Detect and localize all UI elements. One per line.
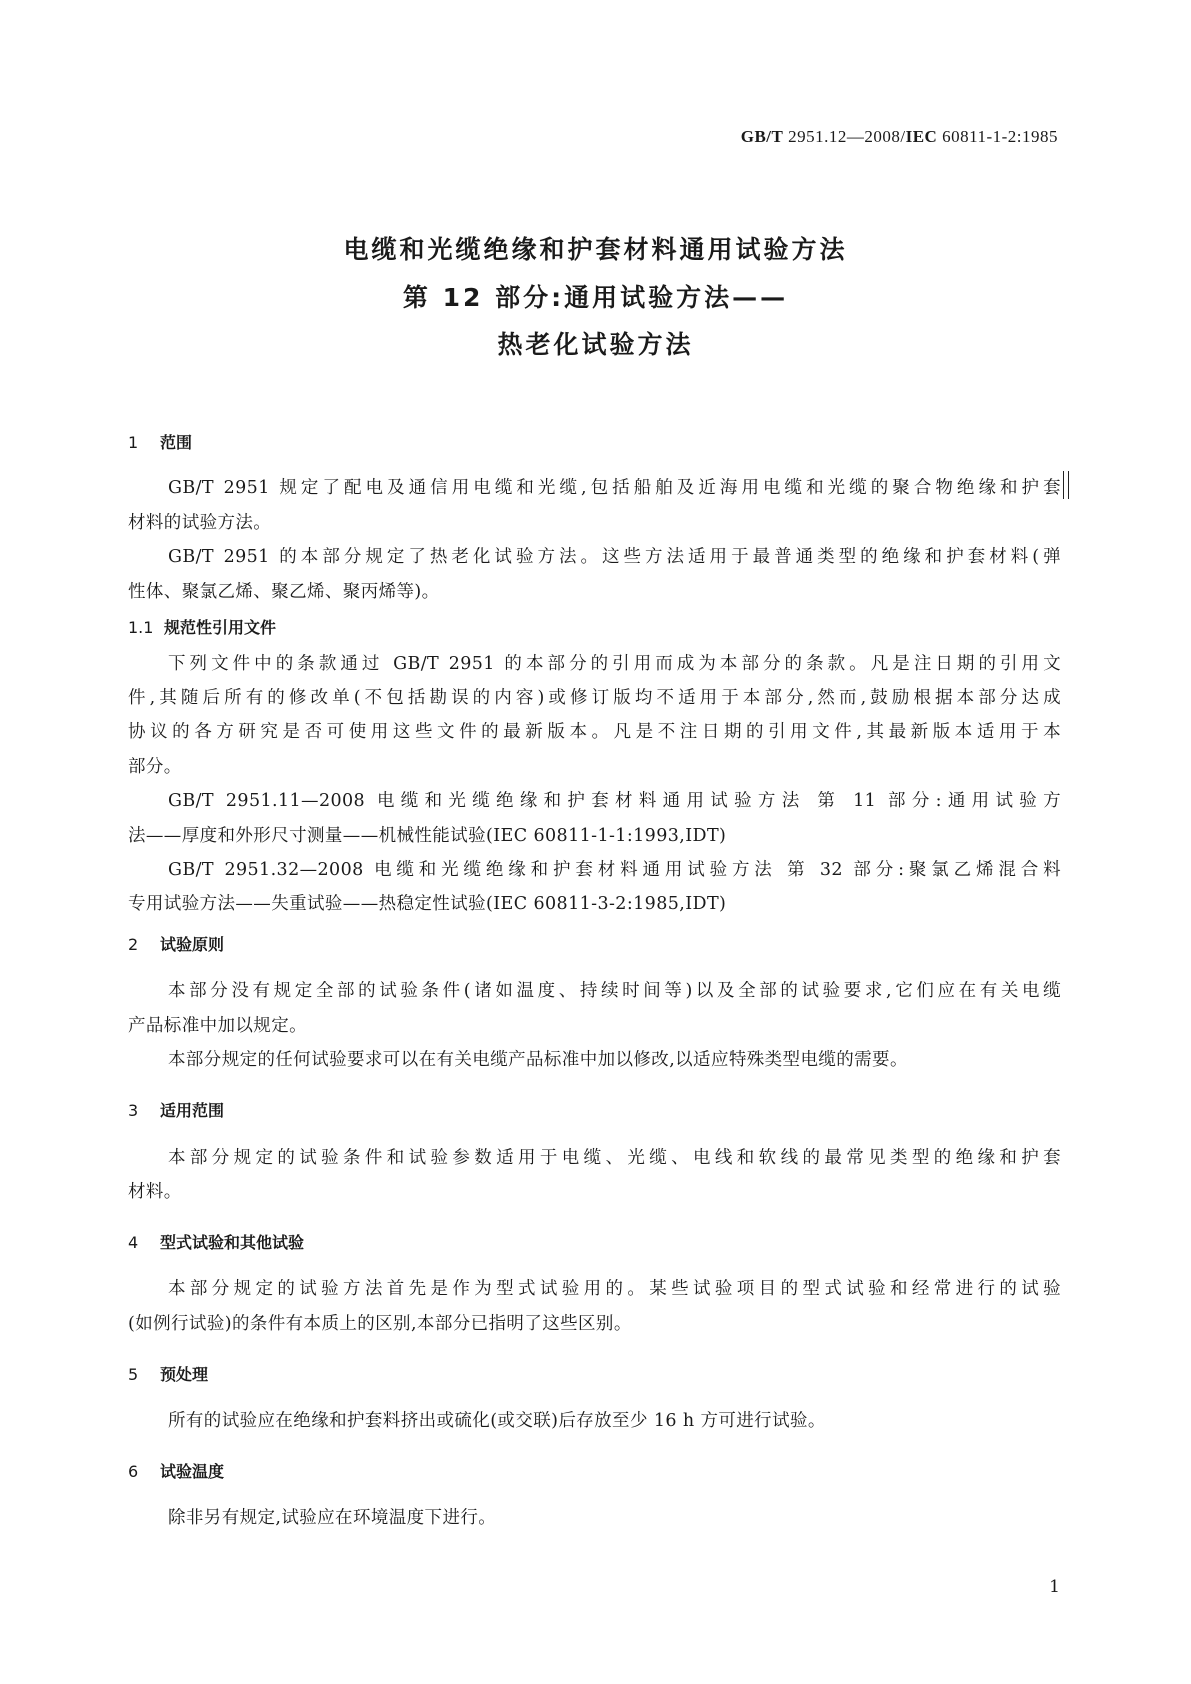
paragraph-7-line-1: 本部分规定的试验方法首先是作为型式试验用的。某些试验项目的型式试验和经常进行的试验 xyxy=(168,1279,1061,1299)
paragraph-9: 除非另有规定,试验应在环境温度下进行。 xyxy=(168,1508,497,1528)
paragraph-4-line-1: 本部分没有规定全部的试验条件(诸如温度、持续时间等)以及全部的试验要求,它们应在有关电缆 xyxy=(168,981,1061,1001)
paragraph-3-line-2: 件,其随后所有的修改单(不包括勘误的内容)或修订版均不适用于本部分,然而,鼓励根据本部分达成 xyxy=(128,688,1061,708)
paragraph-6-line-2: 材料。 xyxy=(128,1182,182,1202)
paragraph-6-line-1: 本部分规定的试验条件和试验参数适用于电缆、光缆、电线和软线的最常见类型的绝缘和护套 xyxy=(168,1148,1061,1168)
section-3-heading: 3 适用范围 xyxy=(128,1101,225,1120)
reference-2-line-2: 专用试验方法——失重试验——热稳定性试验(IEC 60811-3-2:1985,IDT) xyxy=(128,894,727,914)
section-6-heading: 6 试验温度 xyxy=(128,1462,225,1481)
paragraph-4-line-2: 产品标准中加以规定。 xyxy=(128,1016,307,1036)
paragraph-2-line-1: GB/T 2951 的本部分规定了热老化试验方法。这些方法适用于最普通类型的绝缘和护套材料(弹 xyxy=(168,547,1061,567)
section-4-heading: 4 型式试验和其他试验 xyxy=(128,1233,305,1252)
change-bar xyxy=(1063,471,1069,499)
section-1-1-heading: 1.1 规范性引用文件 xyxy=(128,618,277,637)
section-5-heading: 5 预处理 xyxy=(128,1365,209,1384)
paragraph-7-line-2: (如例行试验)的条件有本质上的区别,本部分已指明了这些区别。 xyxy=(128,1314,632,1334)
title-line-2: 第 12 部分:通用试验方法—— xyxy=(402,283,789,312)
paragraph-2-line-2: 性体、聚氯乙烯、聚乙烯、聚丙烯等)。 xyxy=(128,582,440,602)
reference-2-line-1: GB/T 2951.32—2008 电缆和光缆绝缘和护套材料通用试验方法 第 32 部分:聚氯乙烯混合料 xyxy=(168,860,1061,880)
paragraph-1-line-2: 材料的试验方法。 xyxy=(128,513,272,533)
paragraph-1-line-1: GB/T 2951 规定了配电及通信用电缆和光缆,包括船舶及近海用电缆和光缆的聚合物绝缘和护套 xyxy=(168,478,1061,498)
title-line-3: 热老化试验方法 xyxy=(497,330,694,359)
reference-1-line-2: 法——厚度和外形尺寸测量——机械性能试验(IEC 60811-1-1:1993,IDT) xyxy=(128,826,727,846)
paragraph-8: 所有的试验应在绝缘和护套料挤出或硫化(或交联)后存放至少 16 h 方可进行试验。 xyxy=(168,1411,826,1431)
title-line-1: 电缆和光缆绝缘和护套材料通用试验方法 xyxy=(343,235,848,264)
standard-code: GB/T 2951.12—2008/IEC 60811-1-2:1985 xyxy=(740,127,1058,146)
paragraph-3-line-1: 下列文件中的条款通过 GB/T 2951 的本部分的引用而成为本部分的条款。凡是注日期的引用文 xyxy=(168,654,1061,674)
page-number: 1 xyxy=(1049,1577,1060,1597)
reference-1-line-1: GB/T 2951.11—2008 电缆和光缆绝缘和护套材料通用试验方法 第 11 部分:通用试验方 xyxy=(168,791,1061,811)
paragraph-3-line-4: 部分。 xyxy=(128,757,182,777)
paragraph-3-line-3: 协议的各方研究是否可使用这些文件的最新版本。凡是不注日期的引用文件,其最新版本适用于本 xyxy=(128,722,1061,742)
paragraph-5: 本部分规定的任何试验要求可以在有关电缆产品标准中加以修改,以适应特殊类型电缆的需要。 xyxy=(168,1050,908,1070)
section-2-heading: 2 试验原则 xyxy=(128,935,225,954)
section-1-heading: 1 范围 xyxy=(128,433,193,452)
